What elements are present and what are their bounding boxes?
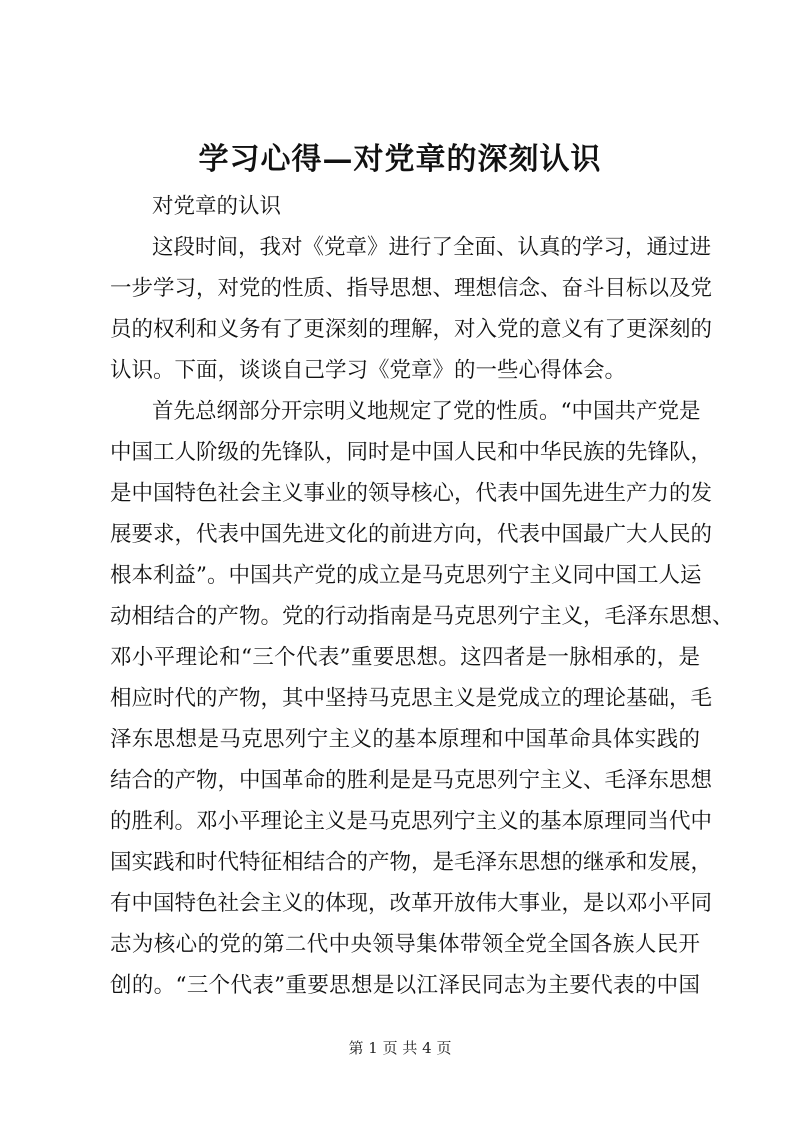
text-line: 这段时间，我对《党章》进行了全面、认真的学习，通过进 [152,235,712,260]
text-line: 邓小平理论和“三个代表”重要思想。这四者是一脉相承的，是 [110,645,700,670]
text-line: 中国工人阶级的先锋队，同时是中国人民和中华民族的先锋队， [110,440,713,465]
document-body [110,186,734,1006]
text-line: 志为核心的党的第二代中央领导集体带领全党全国各族人民开 [110,932,700,957]
document-title: 学习心得—对党章的深刻认识 [198,142,602,177]
text-line: 员的权利和义务有了更深刻的理解，对入党的意义有了更深刻的 [110,317,713,342]
text-line: 展要求，代表中国先进文化的前进方向，代表中国最广大人民的 [110,522,713,547]
text-line: 结合的产物，中国革命的胜利是是马克思列宁主义、毛泽东思想 [110,768,713,793]
page-number: 第 1 页 共 4 页 [348,1039,452,1057]
text-line: 是中国特色社会主义事业的领导核心，代表中国先进生产力的发 [110,481,713,506]
text-line: 国实践和时代特征相结合的产物，是毛泽东思想的继承和发展， [110,850,713,875]
text-line: 的胜利。邓小平理论主义是马克思列宁主义的基本原理同当代中 [110,809,713,834]
text-line: 有中国特色社会主义的体现，改革开放伟大事业，是以邓小平同 [110,891,713,916]
text-line: 认识。下面，谈谈自己学习《党章》的一些心得体会。 [110,358,627,383]
text-line: 一步学习，对党的性质、指导思想、理想信念、奋斗目标以及党 [110,276,713,301]
text-line: 动相结合的产物。党的行动指南是马克思列宁主义，毛泽东思想、 [110,604,734,629]
paragraph-2 [110,391,734,1006]
paragraph-1 [110,227,713,391]
text-line: 相应时代的产物，其中坚持马克思主义是党成立的理论基础，毛 [110,686,713,711]
text-line: 创的。“三个代表”重要思想是以江泽民同志为主要代表的中国 [110,973,700,998]
text-line: 首先总纲部分开宗明义地规定了党的性质。“中国共产党是 [152,399,701,424]
subheading: 对党章的认识 [152,194,282,219]
text-line: 根本利益”。中国共产党的成立是马克思列宁主义同中国工人运 [110,563,702,588]
text-line: 泽东思想是马克思列宁主义的基本原理和中国革命具体实践的 [110,727,700,752]
